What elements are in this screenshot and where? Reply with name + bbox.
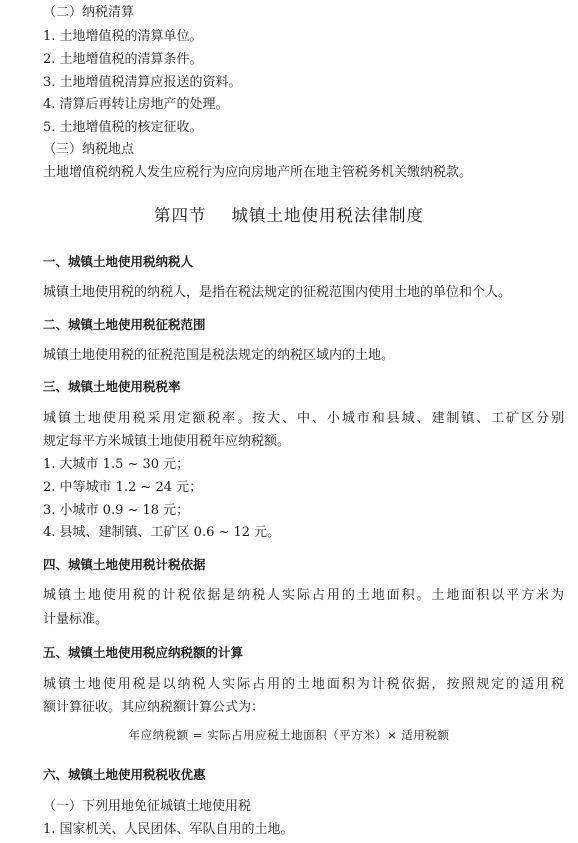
paragraph: 城镇土地使用税的纳税人，是指在税法规定的征税范围内使用土地的单位和个人。 bbox=[43, 285, 512, 300]
paragraph-line: 城镇土地使用税是以纳税人实际占用的土地面积为计税依据，按照规定的适用税 bbox=[43, 677, 564, 692]
list-item: 4. 清算后再转让房地产的处理。 bbox=[43, 97, 229, 112]
section-title: 第四节 城镇土地使用税法律制度 bbox=[154, 206, 424, 225]
section-heading: 二、城镇土地使用税征税范围 bbox=[43, 317, 206, 332]
section-heading: 六、城镇土地使用税税收优惠 bbox=[43, 767, 206, 782]
list-item: 2. 中等城市 1.2 ~ 24 元； bbox=[43, 480, 203, 495]
section-heading: 五、城镇土地使用税应纳税额的计算 bbox=[43, 645, 244, 660]
tax-formula: 年应纳税额 = 实际占用应税土地面积（平方米）× 适用税额 bbox=[128, 728, 450, 742]
subsection-heading: （二）纳税清算 bbox=[43, 5, 135, 20]
paragraph-line: 额计算征收。其应纳税额计算公式为： bbox=[43, 700, 265, 715]
list-item: 3. 小城市 0.9 ~ 18 元； bbox=[43, 503, 190, 518]
paragraph-line: 城镇土地使用税采用定额税率。按大、中、小城市和县城、建制镇、工矿区分别 bbox=[43, 411, 564, 426]
section-heading: 四、城镇土地使用税计税依据 bbox=[43, 557, 206, 572]
paragraph-line: 城镇土地使用税的计税依据是纳税人实际占用的土地面积。土地面积以平方米为 bbox=[43, 588, 564, 603]
list-item: 1. 土地增值税的清算单位。 bbox=[43, 29, 203, 44]
list-item: 1. 大城市 1.5 ~ 30 元； bbox=[43, 457, 190, 472]
section-heading: 一、城镇土地使用税纳税人 bbox=[43, 254, 194, 269]
paragraph: 城镇土地使用税的征税范围是税法规定的纳税区域内的土地。 bbox=[43, 348, 395, 363]
list-item: 5. 土地增值税的核定征收。 bbox=[43, 120, 203, 135]
paragraph: 土地增值税纳税人发生应税行为应向房地产所在地主管税务机关缴纳税款。 bbox=[43, 165, 473, 180]
list-item: 2. 土地增值税的清算条件。 bbox=[43, 52, 203, 67]
subsection-heading: （一）下列用地免征城镇土地使用税 bbox=[43, 799, 252, 814]
list-item: 1. 国家机关、人民团体、军队自用的土地。 bbox=[43, 822, 294, 837]
list-item: 4. 县城、建制镇、工矿区 0.6 ~ 12 元。 bbox=[43, 525, 281, 540]
section-heading: 三、城镇土地使用税税率 bbox=[43, 379, 181, 394]
paragraph-line: 计量标准。 bbox=[43, 612, 109, 627]
list-item: 3. 土地增值税清算应报送的资料。 bbox=[43, 75, 242, 90]
subsection-heading: （三）纳税地点 bbox=[43, 142, 135, 157]
paragraph-line: 规定每平方米城镇土地使用税年应纳税额。 bbox=[43, 434, 291, 449]
